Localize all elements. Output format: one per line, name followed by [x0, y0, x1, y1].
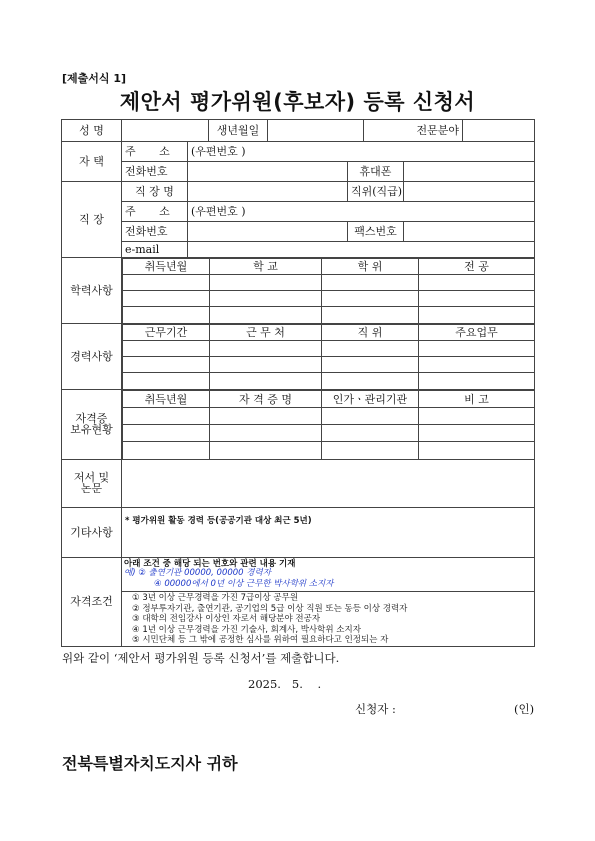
birth-label: 생년월일 [209, 120, 268, 142]
table-cell[interactable] [419, 357, 535, 373]
table-cell[interactable] [210, 291, 322, 307]
birth-field[interactable] [268, 120, 364, 142]
work-category: 직 장 [62, 182, 122, 258]
table-cell[interactable] [322, 357, 419, 373]
table-cell[interactable] [123, 408, 210, 425]
table-cell[interactable] [123, 291, 210, 307]
table-cell[interactable] [210, 408, 322, 425]
addressee: 전북특별자치도지사 귀하 [62, 754, 238, 773]
work-phone-label: 전화번호 [122, 222, 188, 242]
table-cell[interactable] [123, 341, 210, 357]
table-cell[interactable] [419, 373, 535, 389]
seal-mark: (인) [514, 702, 535, 716]
submission-date: 2025. 5. . [248, 677, 322, 691]
qualification-example-2: ④ 00000에서 0년 이상 근무한 박사학위 소지자 [154, 579, 334, 589]
table-cell[interactable] [419, 307, 535, 323]
mobile-field[interactable] [404, 162, 535, 182]
table-cell[interactable] [322, 442, 419, 459]
table-cell[interactable] [123, 373, 210, 389]
table-cell[interactable] [123, 425, 210, 442]
career-category: 경력사항 [62, 324, 122, 390]
applicant-label: 신청자 : [355, 702, 396, 716]
edu-col-school: 학 교 [210, 259, 322, 275]
edu-col-date: 취득년월 [123, 259, 210, 275]
condition-item: ⑤ 시민단체 등 그 밖에 공정한 심사를 위하여 필요하다고 인정되는 자 [132, 635, 389, 645]
career-col-workplace: 근 무 처 [210, 325, 322, 341]
fax-field[interactable] [404, 222, 535, 242]
qualification-instruction: 아래 조건 중 해당 되는 번호와 관련 내용 기재 [124, 558, 296, 569]
table-cell[interactable] [123, 275, 210, 291]
misc-category: 기타사항 [62, 507, 122, 557]
page-title: 제안서 평가위원(후보자) 등록 신청서 [119, 90, 476, 114]
certs-category-line1: 자격증 [75, 412, 108, 426]
career-col-duties: 주요업무 [419, 325, 535, 341]
name-label: 성 명 [62, 120, 122, 142]
table-cell[interactable] [419, 408, 535, 425]
table-cell[interactable] [123, 357, 210, 373]
table-cell[interactable] [322, 341, 419, 357]
table-cell[interactable] [322, 307, 419, 323]
qualification-example-1: 예) ② 출연기관 00000, 00000 경력자 [124, 568, 271, 578]
table-cell[interactable] [210, 425, 322, 442]
submission-statement: 위와 같이 ‘제안서 평가위원 등록 신청서’를 제출합니다. [62, 651, 340, 665]
education-table [122, 258, 534, 323]
field-label: 전문분야 [364, 120, 463, 142]
table-cell[interactable] [322, 425, 419, 442]
table-cell[interactable] [419, 442, 535, 459]
table-cell[interactable] [210, 442, 322, 459]
position-field[interactable] [404, 182, 535, 202]
table-cell[interactable] [322, 275, 419, 291]
qualification-field[interactable] [122, 557, 535, 646]
papers-category [62, 459, 122, 507]
condition-item: ③ 대학의 전임강사 이상인 자로서 해당분야 전공자 [132, 614, 321, 624]
home-address-label: 주 소 [122, 142, 188, 162]
table-cell[interactable] [419, 425, 535, 442]
table-cell[interactable] [210, 341, 322, 357]
form-number: [제출서식 1] [62, 72, 127, 85]
career-col-position: 직 위 [322, 325, 419, 341]
company-field[interactable] [188, 182, 348, 202]
company-label: 직 장 명 [122, 182, 188, 202]
mobile-label: 휴대폰 [348, 162, 404, 182]
cert-col-date: 취득년월 [123, 391, 210, 408]
misc-field[interactable] [122, 507, 535, 557]
condition-item: ② 정부투자기관, 출연기관, 공기업의 5급 이상 직원 또는 동등 이상 경력자 [132, 603, 408, 614]
email-field[interactable] [188, 242, 535, 258]
table-cell[interactable] [210, 357, 322, 373]
qualification-category: 자격조건 [62, 557, 122, 646]
home-phone-label: 전화번호 [122, 162, 188, 182]
table-cell[interactable] [419, 275, 535, 291]
table-cell[interactable] [322, 408, 419, 425]
email-label: e-mail [122, 242, 188, 258]
education-category: 학력사항 [62, 258, 122, 324]
certs-category [62, 390, 122, 460]
home-address-field[interactable]: (우편번호 ) [188, 142, 535, 162]
table-cell[interactable] [210, 373, 322, 389]
papers-category-line2: 논문 [80, 482, 103, 495]
table-cell[interactable] [322, 373, 419, 389]
condition-item: ① 3년 이상 근무경력을 가진 7급이상 공무원 [132, 593, 299, 603]
field-field[interactable] [463, 120, 535, 142]
edu-col-degree: 학 위 [322, 259, 419, 275]
table-cell[interactable] [322, 291, 419, 307]
condition-item: ④ 1년 이상 근무경력을 가진 기술사, 회계사, 박사학위 소지자 [132, 624, 361, 635]
career-table [122, 324, 534, 389]
misc-note: * 평가위원 활동 경력 등(공공기관 대상 최근 5년) [125, 515, 312, 526]
table-cell[interactable] [419, 341, 535, 357]
work-address-field[interactable]: (우편번호 ) [188, 202, 535, 222]
cert-col-note: 비 고 [419, 391, 535, 408]
fax-label: 팩스번호 [348, 222, 404, 242]
cert-col-name: 자 격 증 명 [210, 391, 322, 408]
certs-table [122, 390, 534, 459]
home-phone-field[interactable] [188, 162, 348, 182]
table-cell[interactable] [210, 275, 322, 291]
papers-category-line1: 저서 및 [73, 471, 110, 484]
position-label: 직위(직급) [348, 182, 404, 202]
table-cell[interactable] [123, 442, 210, 459]
table-cell[interactable] [210, 307, 322, 323]
career-col-period: 근무기간 [123, 325, 210, 341]
home-category: 자 택 [62, 142, 122, 182]
registration-form [61, 119, 535, 647]
edu-col-major: 전 공 [419, 259, 535, 275]
papers-field[interactable] [122, 459, 535, 507]
table-cell[interactable] [419, 291, 535, 307]
work-address-label: 주 소 [122, 202, 188, 222]
certs-category-line2: 보유현황 [70, 423, 113, 437]
cert-col-issuer: 인가ㆍ관리기관 [322, 391, 419, 408]
work-phone-field[interactable] [188, 222, 348, 242]
name-field[interactable] [122, 120, 209, 142]
table-cell[interactable] [123, 307, 210, 323]
